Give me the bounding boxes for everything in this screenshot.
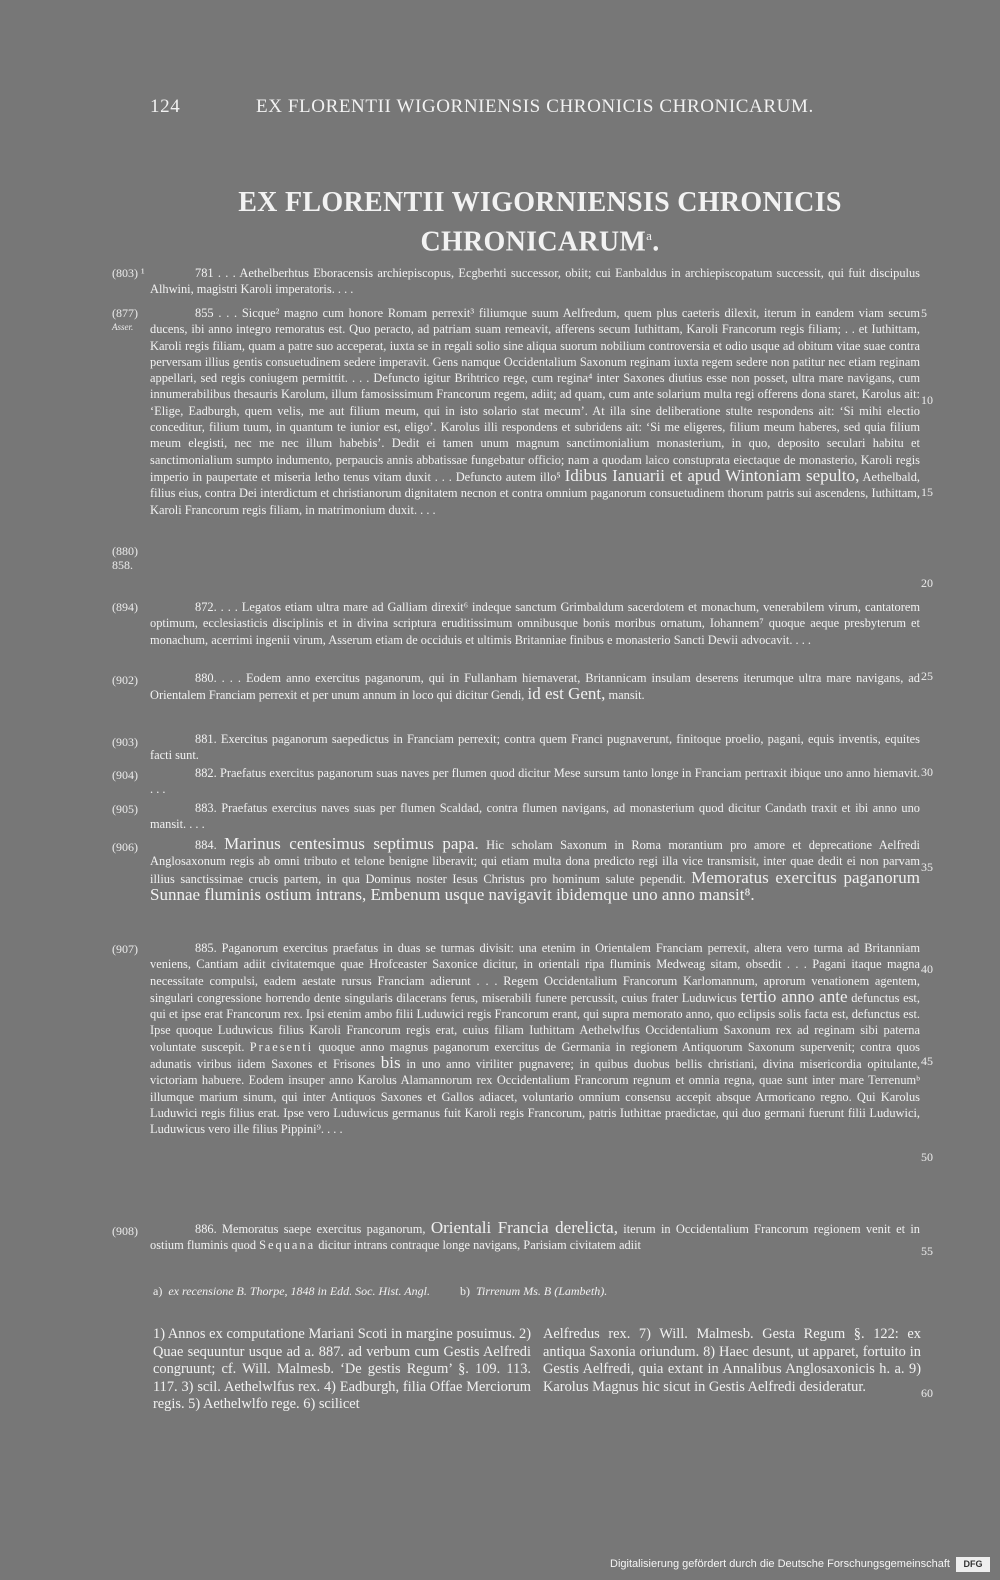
margin-year-908: (908) <box>112 1224 138 1238</box>
dfg-logo[interactable]: DFG <box>956 1557 990 1572</box>
entry-880: 880. . . . Eodem anno exercitus paganorum, qui in Fullanham hiemaverat, Britannicam insulam deserens iterumque ultra mare navigans, ad Orientalem Franciam perrexit et per unum annum in loco qui dicitur Gendi, id est Gent, mansit. <box>150 671 920 704</box>
entry-781: 781 . . . Aethelberhtus Eboracensis archiepiscopus, Ecgberhti successor, obiit; cui Eanbaldus in archiepiscopatum successit, qui fuit discipulus Alhwini, magistri Karoli imperatoris. . . . <box>150 266 920 297</box>
entry-885: 885. Paganorum exercitus praefatus in duas se turmas divisit: una etenim in Orientalem Franciam perrexit, altera vero turma ad Britanniam veniens, Cantiam adiit civitatemque quae Hrofceaster Saxonice dicitur, in orientali ripa fluminis Medweag sitam, obsedit . . . Pagani itaque magna necessitate compulsi, eadem aestate rursus Franciam adierunt . . . Regem Occidentalium Francorum Karlomannum, aprorum venationem agentem, singulari congressione horrendo dente singularis dilacerans ferus, miserabili funere percussit, cuius frater Luduwicus tertio anno ante defunctus est, qui et ipse erat Francorum rex. Ipsi etenim ambo filii Luduwici regis Francorum erant, qui supra memorato anno, quo eclipsis solis facta est, defunctus est. Ipse quoque Luduwicus filius Karoli Francorum regis erat, cuius filiam Iuthittam Aethelwlfus Occidentalium Saxonum rex ad reginam sibi paterna voluntate suscepit. Praesenti quoque anno magnus paganorum exercitus de Germania in regionem Antiquorum Saxonum supervenit; contra quos adunatis viribus iidem Saxones et Frisones bis in uno anno viriliter pugnavere; in quibus duobus bellis christiani, divina misericordia opitulante, victoriam habuere. Eodem insuper anno Karolus Alamannorum rex Occidentalium Francorum regnum et omnia regna, quae sunt inter mare Terrenumᵇ illumque marium sinum, qui inter Antiquos Saxones et Gallos adiacet, voluntario omnium consensu accepit absque Armoricano regno. Qui Karolus Luduwici regis filius erat. Ipse vero Luduwicus germanus fuit Karoli regis Francorum, patris Iuthittae praedictae, qui duo germani fuerunt filii Luduwici, Luduwicus vero ille filius Pippini⁹. . . . <box>150 941 920 1137</box>
margin-year-907: (907) <box>112 942 138 956</box>
entry-855-emphasis: Idibus Ianuarii et apud Wintoniam sepulto, <box>564 465 860 485</box>
line-number: 10 <box>921 393 933 407</box>
entry-872: 872. . . . Legatos etiam ultra mare ad Galliam direxit⁶ indeque sanctum Grimbaldum sacerdotem et monachum, venerabilem virum, cantatorem optimum, ecclesiasticis disciplinis et in divina scriptura eruditissimum omnibusque bonis moribus ornatum, Iohannem⁷ quoque aeque presbyterum et monachum, acerrimi ingenii virum, Asserum etiam de occiduis et ultimis Britanniae finibus e monasterio Sancti Dewii advocavit. . . . <box>150 600 920 647</box>
entry-884-emphasis-2: Memoratus exercitus paganorum Sunnae fluminis ostium intrans, Embenum usque navigavit ibidemque uno anno mansit⁸. <box>150 867 920 904</box>
entry-883: 883. Praefatus exercitus naves suas per flumen Scaldad, contra flumen navigans, ad monasterium quod dicitur Candath traxit et ibi anno uno mansit. . . . <box>150 801 920 832</box>
title-line-2: CHRONICARUM$^a$. <box>420 226 660 258</box>
entry-885-spaced: Praesenti <box>249 1039 314 1054</box>
entry-855: 855 . . . Sicque² magno cum honore Romam perrexit³ filiumque suum Aelfredum, quem plus caeteris dilexit, iterum in eandem viam secum ducens, ibi anno integro remoratus est. Quo peracto, ad patriam suam remeavit, afferens secum Iuthittam, Karoli Francorum regis filiam; . . et Iuthittam, Karoli regis filiam, quam a patre suo acceperat, iuxta se in regali solio sine aliqua suorum nobilium controversia et odio usque ad obitum vitae suae contra perversam illius gentis consuetudinem sedere imperavit. Gens namque Occidentalium Saxonum reginam iuxta regem sedere non patitur nec etiam reginam appellari, sed regis coniugem permittit. . . . Defuncto igitur Brihtrico rege, cum regina⁴ inter Saxones diutius esse non posset, ultra mare navigans, cum innumerabilibus thesauris Karolum, illum famosissimum Francorum regem, adiit; ad quam, cum ante solarium multa regi offerens dona staret, Karolus ait: ‘Elige, Eadburgh, quem velis, me aut filium meum, qui in isto solario stat mecum’. At illa sine deliberatione stulte respondens ait: ‘Si mihi electio conceditur, filium tuum, in quantum te iunior est, eligo’. Karolus illi respondens et subridens ait: ‘Si me eligeres, filium meum haberes, sed quia filium meum elegisti, nec me nec illum habebis’. Dedit ei tamen unum magnum sanctimonialium monasterium, in quo, deposito seculari habitu et sanctimonialium sumpto indumento, perpaucis annis abbatissae fungebatur officio; nam a quodam laico constuprata eiectaque de monasterio, Karoli regis imperio in paupertate et miseria letho tenus vitam duxit . . . Defuncto autem illo⁵ Idibus Ianuarii et apud Wintoniam sepulto, Aethelbald, filius eius, contra Dei interdictum et christianorum dignitatem necnon et contra omnium paganorum consuetudinem thorum patris sui ascendens, Iuthittam, Karoli Francorum regis filiam, in matrimonium duxit. . . . <box>150 306 920 517</box>
line-number: 30 <box>921 765 933 779</box>
line-number: 20 <box>921 576 933 590</box>
margin-year-858: 858. <box>112 558 133 572</box>
margin-year-803: (803) ¹ <box>112 266 145 280</box>
entry-886-emphasis: Orientali Francia derelicta, <box>430 1218 618 1237</box>
line-number: 45 <box>921 1054 933 1068</box>
margin-year-903: (903) <box>112 735 138 749</box>
page-title <box>150 186 930 258</box>
entry-885-emphasis-2: bis <box>380 1053 401 1073</box>
footer-credit: Digitalisierung gefördert durch die Deutsche Forschungsgemeinschaft <box>610 1558 950 1570</box>
margin-year-894: (894) <box>112 600 138 614</box>
entry-885-emphasis-1: tertio anno ante <box>740 986 848 1006</box>
line-number: 40 <box>921 962 933 976</box>
entry-882: 882. Praefatus exercitus paganorum suas naves per flumen quod dicitur Mese sursum tanto longe in Franciam pertraxit ibique uno anno hiemavit. . . . <box>150 766 920 797</box>
margin-year-880: (880) <box>112 544 138 558</box>
title-mark: a <box>646 228 653 243</box>
critical-notes: a) ex recensione B. Thorpe, 1848 in Edd. Soc. Hist. Angl. b) Tirrenum Ms. B (Lambeth). <box>153 1284 608 1298</box>
line-number: 5 <box>921 306 927 320</box>
title-line-1: EX FLORENTII WIGORNIENSIS CHRONICIS <box>238 187 842 218</box>
footnotes-left-column: 1) Annos ex computatione Mariani Scoti in margine posuimus. 2) Quae sequuntur usque ad a. 887. ad verbum cum Gestis Aelfredi congruunt; cf. Will. Malmesb. ‘De gestis Regum’ §. 109. 113. 117. 3) scil. Aethelwlfus rex. 4) Eadburgh, filia Offae Merciorum regis. 5) Aethelwlfo rege. 6) scilicet <box>153 1326 531 1413</box>
line-number: 55 <box>921 1244 933 1258</box>
entry-884-emphasis-1: Marinus centesimus septimus papa. <box>224 834 479 853</box>
margin-year-906: (906) <box>112 840 138 854</box>
line-number: 15 <box>921 485 933 499</box>
line-number: 25 <box>921 669 933 683</box>
margin-year-877: (877) <box>112 306 138 320</box>
entry-884: 884. Marinus centesimus septimus papa. Hic scholam Saxonum in Roma morantium pro amore et deprecatione Aelfredi Anglosaxonum regis ab omni tributo et telone benigne liberavit; qui etiam multa dona predicto regi illa vice transmisit, inter quae dedit ei non parvam illius sanctissimae crucis partem, in qua Dominus noster Iesus Christus pro hominum salute pependit. Memoratus exercitus paganorum Sunnae fluminis ostium intrans, Embenum usque navigavit ibidemque uno anno mansit⁸. <box>150 834 920 904</box>
line-number: 50 <box>921 1150 933 1164</box>
entry-886-spaced: Sequana <box>259 1238 316 1253</box>
line-number: 60 <box>921 1386 933 1400</box>
entry-881: 881. Exercitus paganorum saepedictus in Franciam perrexit; contra quem Franci pugnaverunt, finitoque proelio, pagani, equis inventis, equites facti sunt. <box>150 732 920 763</box>
margin-source-asser: Asser. <box>112 322 134 332</box>
margin-year-902: (902) <box>112 673 138 687</box>
entry-886: 886. Memoratus saepe exercitus paganorum, Orientali Francia derelicta, iterum in Occidentalium Francorum regionem venit et in ostium fluminis quod Sequana dicitur intrans contraque longe navigans, Parisiam civitatem adiit <box>150 1218 920 1253</box>
page-number: 124 <box>150 96 181 117</box>
running-title: EX FLORENTII WIGORNIENSIS CHRONICIS CHRONICARUM. <box>256 96 814 117</box>
margin-year-904: (904) <box>112 768 138 782</box>
footnotes-right-column: Aelfredus rex. 7) Will. Malmesb. Gesta Regum §. 122: ex antiqua Saxonia oriundum. 8) Haec desunt, ut apparet, fortuito in Gestis Aelfredi, quia extant in Annalibus Anglosaxonicis h. a. 9) Karolus Magnus hic sicut in Gestis Aelfredi desideratur. <box>543 1326 921 1395</box>
line-number: 35 <box>921 860 933 874</box>
margin-year-905: (905) <box>112 802 138 816</box>
entry-880-emphasis: id est Gent, <box>527 684 606 704</box>
